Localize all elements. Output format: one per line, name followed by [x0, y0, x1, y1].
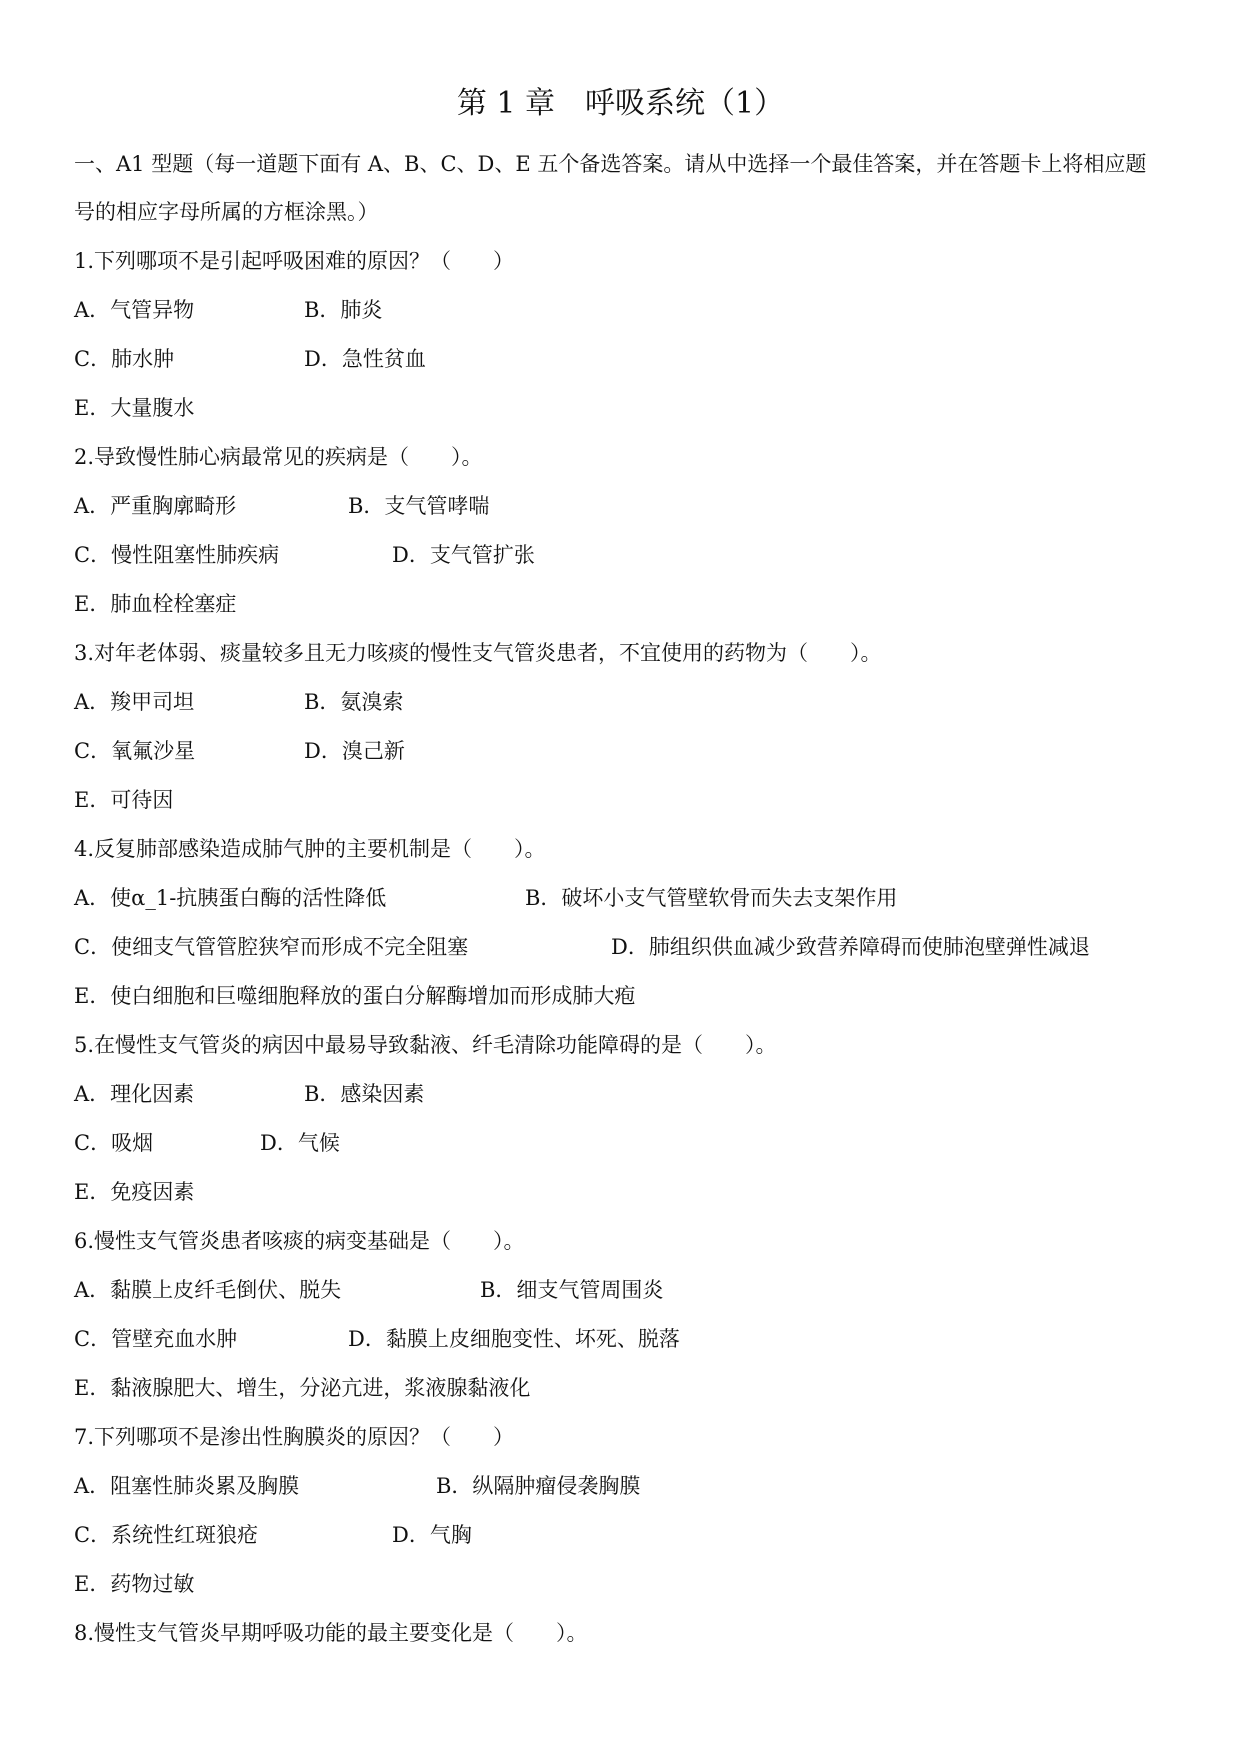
question-5-option-b: B．感染因素: [304, 1082, 425, 1106]
question-3-options-row-1: [74, 686, 1184, 718]
question-4-options-row-1: [74, 882, 1184, 914]
question-2-option-e: E．肺血栓栓塞症: [74, 592, 237, 616]
question-6-option-c: C．管壁充血水肿: [74, 1327, 238, 1351]
question-3-option-a: A．羧甲司坦: [74, 690, 195, 714]
question-1-option-d: D．急性贫血: [304, 347, 426, 371]
question-5-options-row-2: [74, 1127, 1184, 1159]
question-5-stem: 5.在慢性支气管炎的病因中最易导致黏液、纤毛清除功能障碍的是（ ）。: [74, 1033, 777, 1057]
question-5-option-c: C．吸烟: [74, 1131, 154, 1155]
question-2-option-d: D．支气管扩张: [392, 543, 535, 567]
question-5-option-e: E．免疫因素: [74, 1180, 195, 1204]
question-6-options-row-1: [74, 1274, 1184, 1306]
question-2-option-b: B．支气管哮喘: [348, 494, 490, 518]
question-1-stem: 1.下列哪项不是引起呼吸困难的原因？（ ）: [74, 249, 515, 273]
question-3-option-d: D．溴己新: [304, 739, 405, 763]
question-5-options-row-1: [74, 1078, 1184, 1110]
question-7-option-c: C．系统性红斑狼疮: [74, 1523, 259, 1547]
question-4-option-c: C．使细支气管管腔狭窄而形成不完全阻塞: [74, 935, 469, 959]
question-2-options-row-2: [74, 539, 1184, 571]
question-3-options-row-2: [74, 735, 1184, 767]
question-4-option-d: D．肺组织供血减少致营养障碍而使肺泡壁弹性减退: [611, 935, 1090, 959]
section-instruction-line-1: 一、A1 型题（每一道题下面有 A、B、C、D、E 五个备选答案。请从中选择一个最佳答案，并在答题卡上将相应题: [74, 152, 1147, 176]
question-6-stem: 6.慢性支气管炎患者咳痰的病变基础是（ ）。: [74, 1229, 525, 1253]
question-1-option-e: E．大量腹水: [74, 396, 195, 420]
question-3-option-e: E．可待因: [74, 788, 174, 812]
question-4-stem: 4.反复肺部感染造成肺气肿的主要机制是（ ）。: [74, 837, 546, 861]
question-4-option-e: E．使白细胞和巨噬细胞释放的蛋白分解酶增加而形成肺大疱: [74, 984, 636, 1008]
question-1-option-b: B．肺炎: [304, 298, 383, 322]
question-7-options-row-1: [74, 1470, 1184, 1502]
question-6-option-d: D．黏膜上皮细胞变性、坏死、脱落: [348, 1327, 680, 1351]
question-2-option-a: A．严重胸廓畸形: [74, 494, 237, 518]
question-6-options-row-2: [74, 1323, 1184, 1355]
question-2-stem: 2.导致慢性肺心病最常见的疾病是（ ）。: [74, 445, 483, 469]
question-7-options-row-2: [74, 1519, 1184, 1551]
question-6-option-e: E．黏液腺肥大、增生，分泌亢进，浆液腺黏液化: [74, 1376, 531, 1400]
question-7-option-e: E．药物过敏: [74, 1572, 195, 1596]
question-7-option-a: A．阻塞性肺炎累及胸膜: [74, 1474, 300, 1498]
question-5-option-a: A．理化因素: [74, 1082, 195, 1106]
question-3-option-b: B．氨溴索: [304, 690, 404, 714]
question-4-option-a: A．使α_1-抗胰蛋白酶的活性降低: [74, 886, 387, 910]
question-5-option-d: D．气候: [260, 1131, 340, 1155]
question-7-option-b: B．纵隔肿瘤侵袭胸膜: [436, 1474, 641, 1498]
question-4-option-b: B．破坏小支气管壁软骨而失去支架作用: [525, 886, 898, 910]
question-1-option-a: A．气管异物: [74, 298, 195, 322]
question-1-options-row-2: [74, 343, 1184, 375]
question-1-option-c: C．肺水肿: [74, 347, 175, 371]
question-6-option-a: A．黏膜上皮纤毛倒伏、脱失: [74, 1278, 342, 1302]
question-2-option-c: C．慢性阻塞性肺疾病: [74, 543, 280, 567]
section-instruction-line-2: 号的相应字母所属的方框涂黑。）: [74, 200, 379, 224]
question-7-option-d: D．气胸: [392, 1523, 472, 1547]
question-1-options-row-1: [74, 294, 1184, 326]
chapter-title: 第 1 章 呼吸系统（1）: [456, 86, 785, 121]
question-6-option-b: B．细支气管周围炎: [480, 1278, 664, 1302]
question-8-stem: 8.慢性支气管炎早期呼吸功能的最主要变化是（ ）。: [74, 1621, 588, 1645]
question-3-stem: 3.对年老体弱、痰量较多且无力咳痰的慢性支气管炎患者，不宜使用的药物为（ ）。: [74, 641, 882, 665]
question-4-options-row-2: [74, 931, 1184, 963]
question-7-stem: 7.下列哪项不是渗出性胸膜炎的原因？（ ）: [74, 1425, 515, 1449]
question-2-options-row-1: [74, 490, 1184, 522]
question-3-option-c: C．氧氟沙星: [74, 739, 196, 763]
